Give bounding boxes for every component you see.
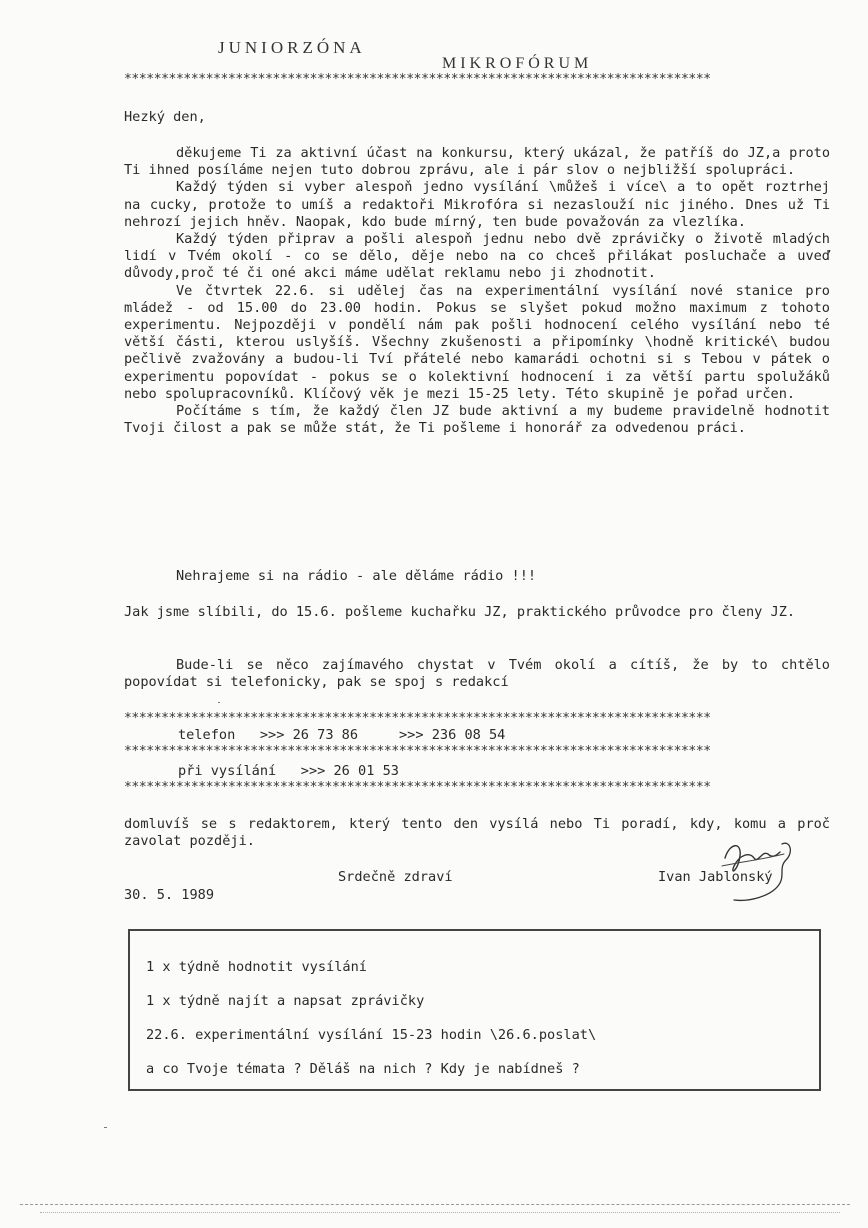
task-summary-box	[128, 929, 821, 1091]
regards: Srdečně zdraví	[338, 869, 453, 885]
promise-block	[124, 604, 830, 621]
paragraph-experimental-broadcast: Ve čtvrtek 22.6. si udělej čas na experimentální vysílání nové stanice pro mládež - od 15.00 do 23.00 hodin. Pokus se slyšet pokud možno maximum z tohoto experimentu. Nejpozději v pondělí nám pak pošli hodnocení celého vysílání nebo té větší části, kterou uslyšíš. Všechny zkušenosti a připomínky \hodně kritické\ budou pečlivě zvažovány a budou-li Tví přátelé nebo kamarádi ochotni si s Tebou v pátek o experimentu popovídat - pokus se o kolektivní hodnocení i za větší partu spolužáků nebo spolupracovníků. Klíčový věk je mezi 15-25 lety. Této skupině je pořad určen.	[124, 282, 830, 402]
paragraph-activity: Počítáme s tím, že každý člen JZ bude aktivní a my budeme pravidelně hodnotit Tvoji čilost a pak se může stát, že Ti pošleme i honorář za odvedenou práci.	[124, 403, 830, 437]
paragraph-thanks: děkujeme Ti za aktivní účast na konkursu, který ukázal, že patříš do JZ,a proto Ti ihned posíláme nejen tuto dobrou zprávu, ale i pár slov o nejbližší spolupráci.	[124, 145, 830, 179]
phone-numbers: telefon >>> 26 73 86 >>> 236 08 54	[178, 727, 506, 743]
scan-speck	[218, 702, 220, 703]
scan-edge-line	[20, 1204, 850, 1205]
contacts-star-divider-bottom: *******************************************************************************	[124, 781, 711, 795]
paragraph-closing: domluvíš se s redaktorem, který tento den vysílá nebo Ti poradí, kdy, komu a proč zavolat později.	[124, 816, 830, 850]
scan-edge-line	[40, 1212, 840, 1213]
task-item: 22.6. experimentální vysílání 15-23 hodin \26.6.poslat\	[146, 1027, 597, 1043]
contacts-star-divider-top: *******************************************************************************	[124, 712, 711, 726]
task-item: a co Tvoje témata ? Děláš na nich ? Kdy je nabídneš ?	[146, 1061, 580, 1077]
slogan: Nehrajeme si na rádio - ale děláme rádio !!!	[176, 568, 537, 584]
letter-date: 30. 5. 1989	[124, 887, 215, 903]
letter-body	[124, 145, 830, 437]
task-item: 1 x týdně najít a napsat zprávičky	[146, 993, 425, 1009]
paragraph-contact-intro: Bude-li se něco zajímavého chystat v Tvém okolí a cítíš, že by to chtělo popovídat si telefonicky, pak se spoj s redakcí	[124, 657, 830, 691]
contacts-star-divider-middle: *******************************************************************************	[124, 745, 711, 759]
header-juniorzona: JUNIORZÓNA	[218, 38, 366, 57]
task-item: 1 x týdně hodnotit vysílání	[146, 959, 367, 975]
broadcast-phone: při vysílání >>> 26 01 53	[178, 763, 399, 779]
paragraph-weekly-news: Každý týden připrav a pošli alespoň jednu nebo dvě zprávičky o životě mladých lidí v Tvém okolí - co se dělo, děje nebo na co chceš přilákat posluchače a uveď důvody,proč té či oné akci máme udělat reklamu nebo ji zhodnotit.	[124, 231, 830, 282]
header-star-divider: *******************************************************************************	[124, 73, 711, 87]
header-mikroforum: MIKROFÓRUM	[442, 55, 593, 72]
scan-speck	[104, 1127, 107, 1128]
signer-name: Ivan Jablonský	[658, 869, 773, 885]
paragraph-promise: Jak jsme slíbili, do 15.6. pošleme kuchařku JZ, praktického průvodce pro členy JZ.	[124, 604, 796, 620]
greeting: Hezký den,	[124, 109, 206, 125]
contact-intro-block	[124, 657, 830, 691]
paragraph-weekly-review: Každý týden si vyber alespoň jedno vysílání \můžeš i více\ a to opět roztrhej na cucky, protože to umíš a redaktoři Mikrofóra si nezaslouží nic jiného. Dnes už Ti nehrozí jejich hněv. Naopak, kdo bude mírný, ten bude považován za vlezlíka.	[124, 179, 830, 230]
handwritten-signature	[720, 836, 810, 916]
